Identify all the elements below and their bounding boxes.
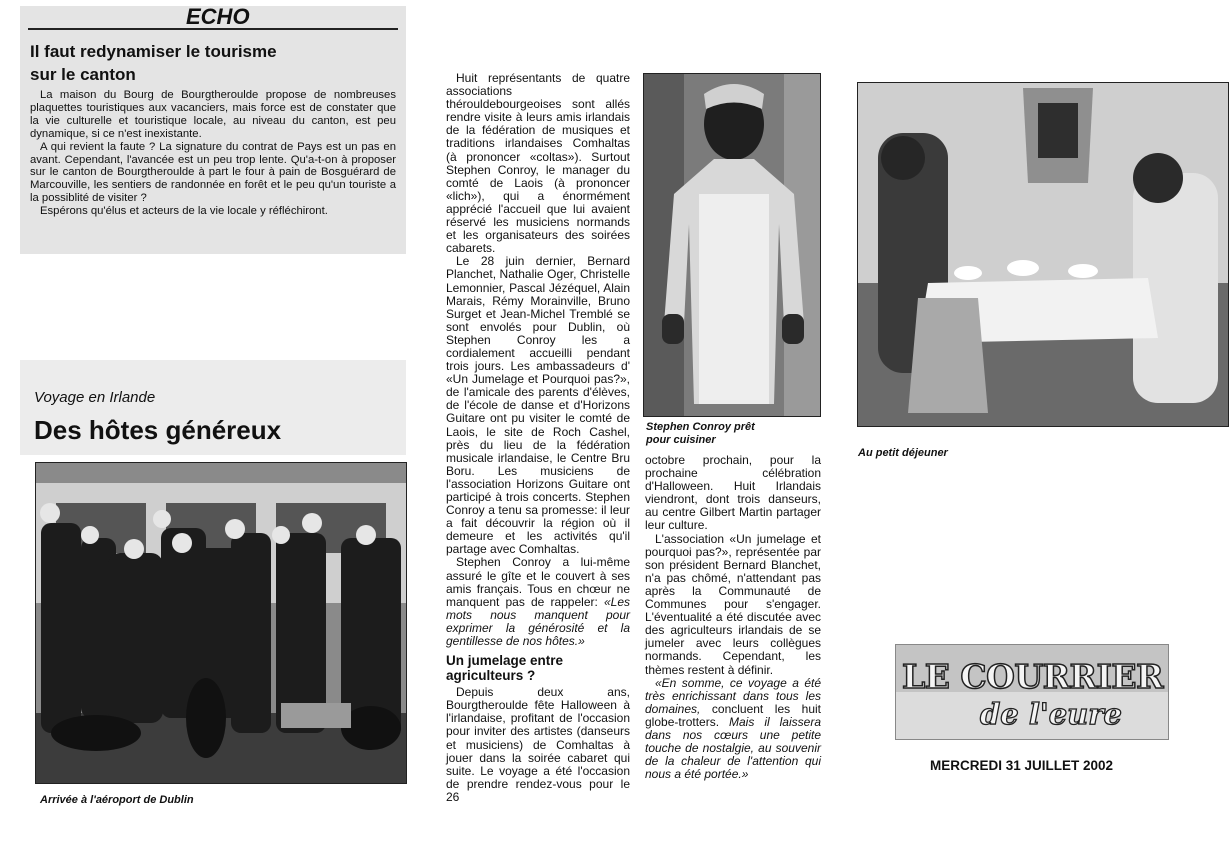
breakfast-caption: Au petit déjeuner [858,447,948,459]
conroy-photo [643,73,821,417]
article-paragraph-text: concluent les huit globe-trotters. [645,701,821,729]
echo-paragraph: Espérons qu'élus et acteurs de la vie locale y réfléchiront. [40,205,328,218]
echo-headline-line2: sur le canton [30,65,136,84]
airport-photo-drawing [36,463,406,783]
conroy-caption-line1: Stephen Conroy prêt [646,421,755,433]
article-paragraph: Depuis deux ans, Bourgtheroulde fête Halloween à l'irlandaise, profitant de l'occasion pour inviter des artistes (danseurs et musiciens) de Comhaltas à jouer dans la soirée cabaret qui suite. Le voyage a été l'occasion de prendre rendez-vous pour le 26 [446,685,630,804]
article-paragraph [645,677,821,782]
article-column-1 [446,72,630,804]
echo-label: ECHO [186,4,250,29]
conroy-caption-line2: pour cuisiner [646,434,716,446]
echo-headline-line1: Il faut redynamiser le tourisme [30,42,277,61]
conroy-photo-drawing [644,74,820,416]
article-paragraph: Le 28 juin dernier, Bernard Planchet, Nathalie Oger, Christelle Lemonnier, Pascal Jézéquel, Alain Marais, Rémy Morainville, Bruno Surget et Jean-Michel Tremblé se sont envolés pour Dublin, où Stephen Conroy les a cordialement accueilli pendant trois jours. Les ambassadeurs d' «Un Jumelage et Pourquoi pas?», de l'amicale des parents d'élèves, de l'école de danse et d'Horizons Guitare ont pu visiter le comté de Laois, le site de Roch Cashel, près du lieu de la fédération musicale irlandaise, le Centre Bru Boru. Les musiciens de l'association Horizons Guitare ont participé à trois concerts. Stephen Conroy a tenu sa promesse: il leur a fait découvrir la région où il demeure et les activités qu'il partage avec Comhaltas. [446,254,630,557]
article-paragraph-text: Stephen Conroy a lui-même assuré le gîte et le couvert à ses amis français. Tous en chœur ne manquent pas de rappeler: [446,555,630,609]
masthead-logo [895,644,1169,740]
masthead-date: MERCREDI 31 JUILLET 2002 [930,758,1114,773]
article-kicker: Voyage en Irlande [34,389,156,406]
article-paragraph: L'association «Un jumelage et pourquoi pas?», représentée par son président Bernard Blanchet, n'a pas chômé, n'attendant pas après la Communauté de Communes pour s'engager. L'éventualité a été discutée avec des agriculteurs irlandais de se jumeler avec leurs collègues normands. Cependant, les thèmes restent à définir. [645,531,821,677]
article-quote: «En somme, ce voyage a été très enrichissant dans tous les domaines, [645,675,821,716]
airport-photo [35,462,407,784]
masthead-title: LE COURRIER [902,657,1163,696]
article-quote: Mais il laissera dans nos cœurs une petite touche de nostalgie, au souvenir de la chaleur de l'attention qui nous a été portée.» [645,714,821,782]
echo-paragraph: A qui revient la faute ? La signature du contrat de Pays est un pas en avant. Cependant, l'avancée est un peu trop lente. Qu'a-t-on à proposer sur le canton de Bourgtheroulde à part le four à pain de Bosguérard de Marcouville, les sentiers de randonnée en forêt et le peu qu'un touriste a la possiblité de visiter ? [30,140,396,205]
breakfast-photo-drawing [858,83,1228,426]
airport-caption: Arrivée à l'aéroport de Dublin [40,794,194,806]
breakfast-photo [857,82,1229,427]
masthead-subtitle: de l'eure [980,697,1122,731]
echo-paragraph: La maison du Bourg de Bourgtheroulde propose de nombreuses plaquettes touristiques aux vacanciers, mais force est de constater que la vie culturelle et touristique locale, au niveau du canton, est peu dynamique, si ce n'est inexistante. [30,89,396,140]
echo-body [30,89,396,218]
article-subhead: Un jumelage entre agriculteurs ? [446,653,564,684]
article-paragraph: Huit représentants de quatre associations thérouldebourgeoises sont allés rendre visite à leurs amis irlandais de la fédération de musiques et traditions irlandaises Comhaltas (à prononcer «coltas»). Surtout Stephen Conroy, le manager du comté de Laois (à prononcer «lich»), qui a énormément apprécié l'accueil que lui avaient réservé les musiciens normands et les organisateurs des soirées cabarets. [446,71,630,256]
article-column-2 [645,454,821,781]
article-paragraph [446,556,630,648]
article-paragraph: octobre prochain, pour la prochaine célébration d'Halloween. Huit Irlandais viendront, dont trois danseurs, au centre Gilbert Martin partager leur culture. [645,453,821,533]
article-title: Des hôtes généreux [34,415,282,445]
article-quote: «Les mots nous manquent pour exprimer la générosité et la gentillesse de nos hôtes.» [446,594,630,649]
